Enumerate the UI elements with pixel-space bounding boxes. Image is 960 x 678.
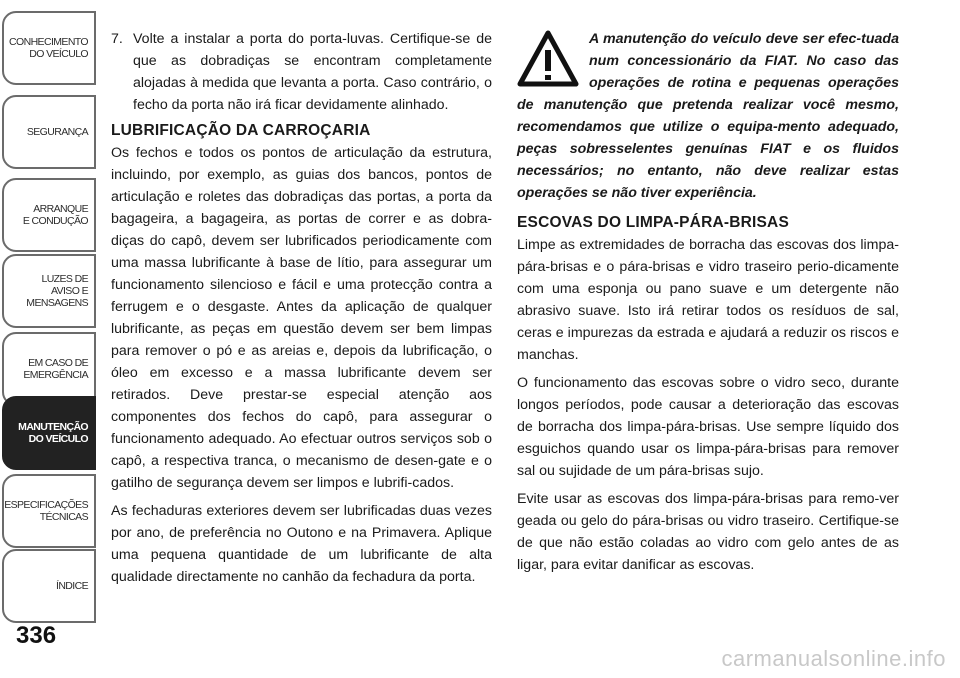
- warning-box: [517, 28, 899, 204]
- tab-arranque-e-conducao[interactable]: [2, 178, 96, 252]
- tab-label: ESPECIFICAÇÕES TÉCNICAS: [4, 499, 88, 523]
- tab-indice[interactable]: [2, 549, 96, 623]
- page-number: 336: [16, 622, 57, 649]
- left-column: [111, 28, 492, 594]
- section-title-escovas: ESCOVAS DO LIMPA-PÁRA-BRISAS: [517, 214, 789, 231]
- tab-label: SEGURANÇA: [26, 126, 88, 138]
- tab-label: MANUTENÇÃO DO VEÍCULO: [18, 421, 88, 445]
- tab-luzes-de-aviso[interactable]: [2, 254, 96, 328]
- tab-label: ÍNDICE: [56, 580, 88, 592]
- paragraph: Os fechos e todos os pontos de articulação da estrutura, incluindo, por exemplo, as guias dos bancos, pontos de articulação e roletes das dobradiças das portas, a porta da bagageira, a bagageira, as portas de correr e as dobra-diças do capô, devem ser lubrificados periodicamente com uma massa lubrificante à base de lítio, para assegurar um funcionamento silencioso e fácil e uma protecção contra a ferrugem e o desgaste. Antes da aplicação de qualquer lubrificante, as peças em questão devem ser bem limpas para remover o pó e as areias e, depois da lubrificação, o óleo em excesso e a massa lubrificante devem ser retirados. Deve prestar-se especial atenção aos componentes dos fechos do capô, para assegurar o funcionamento adequado. Ao efectuar outros serviços sob o capô, a respectiva tranca, o mecanismo de desen-gate e o gatilho de segurança devem ser limpos e lubrifi-cados.: [111, 145, 492, 491]
- tab-conhecimento-do-veiculo[interactable]: [2, 11, 96, 85]
- tab-label: EM CASO DE EMERGÊNCIA: [23, 357, 88, 381]
- paragraph: Limpe as extremidades de borracha das escovas dos limpa-pára-brisas e o pára-brisas e vidro traseiro perio-dicamente com uma esponja ou pano suave e um detergente não abrasivo suave. Isto irá retirar todos os resíduos de sal, ceras e impurezas da estrada e ajudará a reduzir os riscos e manchas.: [517, 237, 899, 363]
- watermark: carmanualsonline.info: [721, 646, 946, 671]
- step-item: [111, 28, 492, 116]
- paragraph: Evite usar as escovas dos limpa-pára-brisas para remo-ver geada ou gelo do pára-brisas ou vidro traseiro. Certifique-se de que não estão coladas ao vidro com gelo antes de as ligar, para evitar danificar as escovas.: [517, 491, 899, 573]
- paragraph: As fechaduras exteriores devem ser lubrificadas duas vezes por ano, de preferência no Outono e na Primavera. Aplique uma pequena quantidade de um lubrificante de alta qualidade directamente no canhão da fechadura da porta.: [111, 503, 492, 585]
- step-number: 7.: [111, 31, 123, 47]
- tab-em-caso-de-emergencia[interactable]: [2, 332, 96, 406]
- tab-especificacoes-tecnicas[interactable]: [2, 474, 96, 548]
- paragraph: O funcionamento das escovas sobre o vidro seco, durante longos períodos, pode causar a deterioração das escovas de borracha dos limpa-pára-brisas. Use sempre líquido dos esguichos quando usar os limpa-pára-brisas para remover sal ou sujidade de um pára-brisas sujo.: [517, 375, 899, 479]
- tab-manutencao-do-veiculo[interactable]: [2, 396, 96, 470]
- section-title-lubrificacao: LUBRIFICAÇÃO DA CARROÇARIA: [111, 122, 371, 139]
- warning-text: A manutenção do veículo deve ser efec-tuada num concessionário da FIAT. No caso das operações de rotina e pequenas operações de manutenção que pretenda realizar você mesmo, recomendamos que utilize o equipa-mento adequado, peças sobresselentes genuínas FIAT e os fluidos necessários; no entanto, não deve realizar estas operações se não tiver experiência.: [517, 31, 899, 201]
- warning-triangle-icon: [517, 30, 579, 88]
- tab-seguranca[interactable]: [2, 95, 96, 169]
- right-column: [517, 28, 899, 582]
- tab-label: LUZES DE AVISO E MENSAGENS: [26, 273, 88, 309]
- tab-label: ARRANQUE E CONDUÇÃO: [22, 203, 88, 227]
- tab-label: CONHECIMENTO DO VEÍCULO: [9, 36, 88, 60]
- step-text: Volte a instalar a porta do porta-luvas. Certifique-se de que as dobradiças se encontram completamente alojadas à medida que levanta a porta. Caso contrário, o fecho da porta não irá ficar devidamente alinhado.: [133, 31, 492, 113]
